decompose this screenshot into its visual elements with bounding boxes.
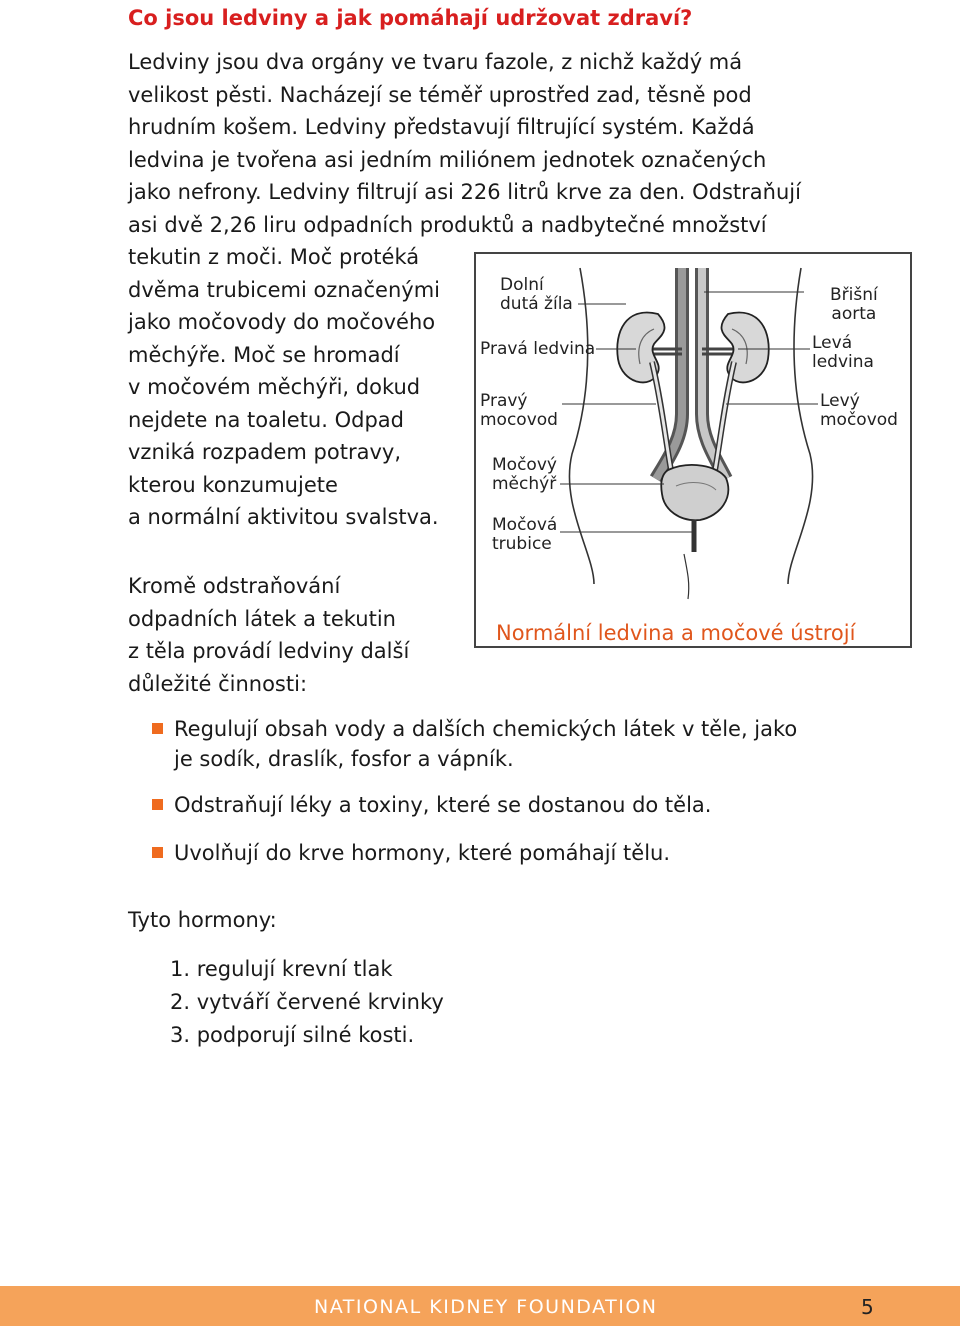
paragraph-line: odpadních látek a tekutin (128, 606, 396, 631)
footer-bar (0, 1286, 960, 1326)
label-line: Močový (492, 455, 557, 475)
hormones-intro: Tyto hormony: (128, 908, 277, 932)
intro-line: jako nefrony. Ledviny filtrují asi 226 litrů krve za den. Odstraňují (128, 180, 801, 204)
hormone-item: 2. vytváří červené krvinky (170, 990, 444, 1014)
footer-organization: NATIONAL KIDNEY FOUNDATION (314, 1296, 658, 1318)
label-vena-cava (500, 276, 573, 314)
label-line: měchýř (492, 474, 557, 494)
label-right-kidney: Pravá ledvina (480, 339, 596, 359)
paragraph-line: kterou konzumujete (128, 472, 338, 497)
bullet-square-icon (152, 799, 163, 810)
list-item-line: Uvolňují do krve hormony, které pomáhají tělu. (174, 841, 671, 865)
label-bladder (492, 456, 557, 494)
urinary-system-figure (474, 252, 912, 648)
paragraph-line: vzniká rozpadem potravy, (128, 440, 401, 464)
label-urethra (492, 516, 557, 554)
intro-line: Ledviny jsou dva orgány ve tvaru fazole, z nichž každý má (128, 50, 743, 74)
label-line: ledvina (812, 352, 874, 372)
label-line: Močová (492, 515, 558, 535)
label-line: mocovod (480, 410, 558, 430)
label-line: Pravý (480, 391, 528, 411)
paragraph-line: z těla provádí ledviny další (128, 639, 410, 663)
page-heading: Co jsou ledviny a jak pomáhají udržovat zdraví? (128, 6, 693, 30)
paragraph-line: v močovém měchýři, dokud (128, 375, 421, 399)
paragraph-line: dvěma trubicemi označenými (128, 277, 440, 302)
intro-line: ledvina je tvořena asi jedním miliónem jednotek označených (128, 147, 767, 172)
figure-caption: Normální ledvina a močové ústrojí (496, 621, 856, 645)
label-line: trubice (492, 534, 552, 554)
paragraph-line: jako močovody do močového (128, 310, 436, 334)
list-item-line: Odstraňují léky a toxiny, které se dostanou do těla. (174, 793, 712, 817)
intro-line: hrudním košem. Ledviny představují filtrující systém. Každá (128, 115, 755, 139)
urine-paragraph (128, 241, 440, 534)
list-item-line: je sodík, draslík, fosfor a vápník. (174, 747, 514, 771)
label-line: močovod (820, 410, 898, 430)
label-right-ureter (480, 392, 558, 430)
hormone-item: 3. podporují silné kosti. (170, 1023, 415, 1047)
list-item-text (174, 714, 797, 774)
hormone-item: 1. regulují krevní tlak (170, 957, 393, 981)
functions-intro-paragraph (128, 570, 409, 700)
bullet-square-icon (152, 847, 163, 858)
bullet-square-icon (152, 723, 163, 734)
label-line: aorta (831, 304, 877, 324)
label-line: Břišní (830, 285, 878, 305)
intro-line: velikost pěsti. Nacházejí se téměř uprostřed zad, těsně pod (128, 82, 752, 107)
label-line: Levý (820, 391, 860, 411)
paragraph-line: a normální aktivitou svalstva. (128, 505, 439, 529)
label-line: Dolní (500, 275, 544, 295)
intro-line: asi dvě 2,26 liru odpadních produktů a nadbytečné množství (128, 212, 767, 237)
list-item-line: Regulují obsah vody a dalších chemických látek v těle, jako (174, 717, 798, 741)
paragraph-line: důležité činnosti: (128, 671, 308, 696)
label-line: Levá (812, 333, 853, 353)
hormones-list (170, 953, 444, 1052)
label-aorta (830, 286, 878, 324)
paragraph-line: měchýře. Moč se hromadí (128, 342, 400, 367)
list-item-text (174, 790, 711, 820)
page-number: 5 (861, 1295, 874, 1319)
label-left-ureter (820, 392, 898, 430)
paragraph-line: Kromě odstraňování (128, 574, 341, 598)
paragraph-line: nejdete na toaletu. Odpad (128, 407, 404, 432)
intro-paragraph (128, 46, 828, 241)
paragraph-line: tekutin z moči. Moč protéká (128, 245, 420, 269)
label-left-kidney (812, 334, 874, 372)
label-line: dutá žíla (500, 294, 573, 314)
list-item-text (174, 838, 670, 868)
